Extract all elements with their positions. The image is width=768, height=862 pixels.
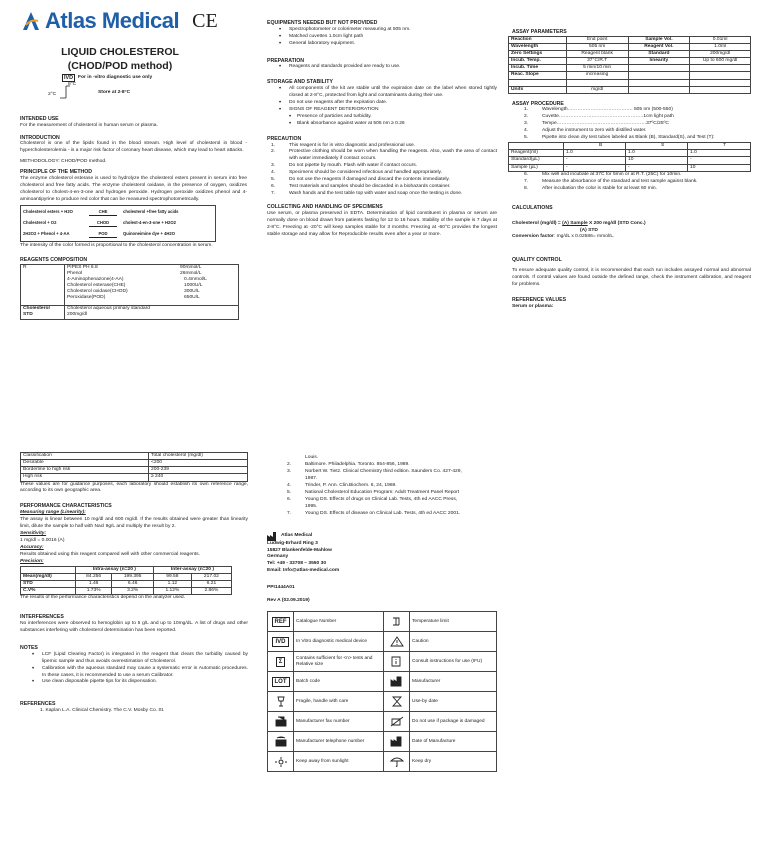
table-cell: increasing <box>566 72 628 79</box>
list-item: • Spectrophotometer or colorimeter measuring at 505 nm. <box>267 27 497 34</box>
intended-use-text: For the measurement of cholesterol in human serum or plasma. <box>20 122 158 128</box>
reference-values-heading: REFERENCE VALUES <box>512 297 567 304</box>
table-cell: Standard <box>628 51 690 58</box>
table-cell: 200mg/dl <box>690 51 751 58</box>
column-1-top <box>20 113 247 320</box>
calculations-heading: CALCULATIONS <box>512 204 553 211</box>
qc-heading: QUALITY CONTROL <box>512 256 562 263</box>
table-cell: Reac. Slope <box>509 72 567 79</box>
preparation-heading: PREPARATION <box>267 57 304 64</box>
table-cell <box>628 72 690 79</box>
measuring-range-label: Measuring range (Linearity): <box>20 510 86 516</box>
table-cell: Incub. Temp. <box>509 58 567 65</box>
ivd-line <box>62 74 248 82</box>
table-row <box>509 79 751 86</box>
reference-item: 1987. <box>305 475 318 481</box>
table-cell: Reaction <box>509 36 567 43</box>
table-cell: linearity <box>628 58 690 65</box>
ivd-text: For in -vitro diagnostic use only <box>78 74 153 80</box>
reference-values-sub: Serum or plasma: <box>512 303 554 309</box>
table-cell <box>628 65 690 72</box>
atlas-logo-icon <box>20 10 42 32</box>
storage-text: Store at 2-8°C <box>98 90 131 96</box>
table-row <box>509 36 751 43</box>
list-item: 3. Do not pipette by mouth. Flash with water if contact occurs. <box>271 163 418 169</box>
reference-item: 1995. <box>305 503 318 509</box>
manufacturer-factory-icon <box>267 532 277 541</box>
qc-section <box>512 257 751 311</box>
table-cell: Up to 600 mg/dl <box>690 58 751 65</box>
principle-text: The enzyme cholesterol esterase is used to hydrolyze the cholesterol esters present in serum into free cholesterol and free fatty acids. The enzyme cholesterol oxidase, in the presence of oxygen, oxidizes cholesterol to cholest-4-en-3-one and hydrogen peroxide. Hydrogen peroxide oxidizes phenol and 4-aminoantipyrine to produce red color that can be measured spectrophotometrically. <box>20 176 247 202</box>
temp-low: 2°C <box>48 92 57 98</box>
list-item: 8. After incubation the color is stable for at least 60 min. <box>524 185 657 191</box>
reference-item: 7. Young DS. Effects of disease on Clinical Lab. Tests, 4th ed AACC 2001. <box>287 510 461 516</box>
table-row <box>509 43 751 50</box>
symbol-row <box>268 652 497 672</box>
notes-list <box>20 652 248 687</box>
interferences-heading: INTERFERENCES <box>20 614 64 621</box>
introduction-heading: INTRODUCTION <box>20 134 60 141</box>
manufacturer-address-1: Ludwig-Erhard Ring 3 <box>267 540 318 546</box>
classification-table: Classification Total cholesterol (mg/dl) Desirable <200 Borderline to high risk 200-239 High risk ≥ 240 <box>20 452 248 482</box>
fragile-icon <box>268 692 294 712</box>
umbrella-icon <box>384 752 410 772</box>
symbol-description: In Vitro diagnostic medical device <box>294 632 384 652</box>
list-item: 2. Protective clothing should be worn when handling the reagents. Also, wash the area of contact with water immediately if contact occurs. <box>271 149 497 162</box>
manufacturer-country: Germany <box>267 554 289 560</box>
reference-item: 2. Baltimore. Philadelphia. Toronto. 854-856, 1989. <box>287 461 410 467</box>
introduction-text: Cholesterol is one of the lipids found in the blood stream. High level of cholesterol in blood - hypercholesterolemia - is a major risk factor of coronary heart disease, which may lead to heart attacks. <box>20 141 247 154</box>
symbol-row <box>268 712 497 732</box>
table-row <box>509 65 751 72</box>
list-item: • SIGNS OF REAGENT DETERIORATION <box>267 107 497 114</box>
symbol-description: Keep dry <box>410 752 497 772</box>
reagent-std-text: Cholesterol aqueous primary standard 200mg/dl <box>65 306 239 319</box>
list-item: 1. Wavelength…………………………………. 505 nm (500-550) <box>524 107 673 113</box>
column-3-top <box>508 29 751 311</box>
accuracy-text: Results obtained using this reagent compared well with other commercial reagents. <box>20 551 200 557</box>
list-item: 7. Measure the absorbance of the standard and test sample against blank. <box>524 178 698 184</box>
symbol-description: Contains sufficient for <n> tests and Relative size <box>294 652 384 672</box>
reaction-1: Cholesterol esters + H2O CHE cholesterol +free fatty acids <box>23 208 179 215</box>
symbol-description: Date of Manufacture <box>410 732 497 752</box>
reference-item: 6. Young DS. Effects of drugs on Clinical Lab. Tests, 4th ed AACC Press, <box>287 496 458 502</box>
reagent-r-items: PIPES PH 6.8 90mmol/L Phenol 26mmol/L 4-Aminophenazone(4-AA) 0.4mmol/L Cholesterol esterase(CHE) 1000U/L Cholesterol oxidase(CHOD) 300U/L Peroxidase(POD) 650U/L <box>65 264 239 306</box>
lot-icon: LOT <box>268 672 294 692</box>
list-item: • General laboratory equipment. <box>267 41 497 48</box>
symbol-description: Keep away from sunlight <box>294 752 384 772</box>
list-item: 5. Pipette into clean dry test tubes labeled as Blank (B), Standard(S), and Test (T): <box>524 135 715 141</box>
equipment-heading: EQUIPMENTS NEEDED BUT NOT PROVIDED <box>267 20 378 26</box>
table-cell: End point <box>566 36 628 43</box>
symbol-description: Caution <box>410 632 497 652</box>
table-row <box>509 86 751 93</box>
table-cell <box>690 65 751 72</box>
table-cell: Sample Vol. <box>628 36 690 43</box>
symbol-description: Do not use if package is damaged <box>410 712 497 732</box>
list-item: 2. Cuvette…………………………………………….1cm light path <box>524 114 674 120</box>
assay-params-heading: ASSAY PARAMETERS <box>512 29 567 35</box>
manufacturer-icon <box>384 672 410 692</box>
symbol-row <box>268 672 497 692</box>
table-row <box>509 51 751 58</box>
storage-line <box>48 82 248 104</box>
symbol-description: Consult instructions for use (IFU) <box>410 652 497 672</box>
symbol-row <box>268 692 497 712</box>
sufficient-tests-icon: Σ <box>268 652 294 672</box>
specimens-text: Use serum, or plasma preserved in EDTA. Determination of lipid constituent in plasma or serum are normally done on blood drawn from patients fasting for 12 to 16 hours. Stability of the sample is 7 days at 2-8°C. Freezing at -20°C will keep samples stable for 3 months. Freezing at -60°C provides the longest stable storage and may allow for Reproducible results even after a year or more. <box>267 210 497 237</box>
do-not-use-damaged-icon <box>384 712 410 732</box>
list-item: • Do not use reagents after the expiration date. <box>267 100 497 107</box>
notes-heading: NOTES <box>20 644 38 651</box>
table-cell: 37°C/R.T <box>566 58 628 65</box>
manufacturer-address-2: 15827 Blankenfelde-Mahlow <box>267 547 332 553</box>
symbol-description: Manufacturer <box>410 672 497 692</box>
manufacturer-block <box>267 532 497 606</box>
table-row <box>509 72 751 79</box>
assay-procedure-heading: ASSAY PROCEDURE <box>512 100 564 107</box>
symbol-description: Catalogue Number <box>294 612 384 632</box>
list-item: 7. Wash hands and the test table top with water and soap once the testing is done. <box>271 191 463 197</box>
list-item: • Use clean disposable pipette tips for its dispensation. <box>20 679 248 686</box>
reaction-box <box>20 205 216 242</box>
temperature-range-icon <box>58 84 70 102</box>
sunlight-icon <box>268 752 294 772</box>
symbol-row <box>268 732 497 752</box>
interferences-text: No interferences were observed to hemoglobin up to 5 g/L and up to 10mg/dL. A list of drugs and other substances interfering with cholesterol determination has been reported. <box>20 620 248 633</box>
performance-heading: PERFORMANCE CHARACTERISTICS <box>20 503 112 510</box>
table-cell: mg/dl <box>566 86 628 93</box>
principle-heading: PRINCIPLE OF THE METHOD <box>20 169 93 176</box>
list-item: • All components of the kit are stable until the expiration date on the label when stored tightly closed at 2-8°C, protected from light and contaminants during their use. <box>267 86 497 100</box>
references-heading: REFERENCES <box>20 701 56 708</box>
reagent-std-label: Cholesterol STD <box>21 306 65 319</box>
table-cell <box>566 79 628 86</box>
assay-params-table <box>508 36 751 94</box>
qc-text: To ensure adequate quality control, it is recommended that each run includes assayed normal and abnormal controls. If control values are found outside the defined range, check the instrument calibration, and reagent for problems. <box>512 268 751 288</box>
preparation-list <box>267 64 497 71</box>
performance-after: The results of the performance characteristics depend on the analyzer used. <box>20 595 186 601</box>
assay-steps-after <box>520 172 751 193</box>
table-cell <box>628 79 690 86</box>
hourglass-icon <box>384 692 410 712</box>
symbol-row <box>268 752 497 772</box>
precaution-heading: PRECAUTION <box>267 135 302 142</box>
telephone-icon <box>268 732 294 752</box>
precision-label: Precision: <box>20 558 44 564</box>
list-item: 4. Adjust the instrument to zero with distilled water. <box>524 128 647 134</box>
list-item: 3. Tempe……………………………………………….37ºC/25ºC <box>524 121 669 127</box>
list-item: • LCF (Lipid Clearing Factor) is integrated in the reagent that clears the turbidity caused by lipemic sample and thus avoids overestimation of Cholesterol. <box>20 652 248 666</box>
table-cell <box>690 79 751 86</box>
list-item: 1. This reagent is for in vitro diagnostic and professional use. <box>271 142 416 148</box>
table-cell <box>628 86 690 93</box>
table-cell: Incub. Time <box>509 65 567 72</box>
consult-instructions-icon <box>384 652 410 672</box>
list-item: 6. Mix well and incubate at 37C for 5min or at R.T. (25C) for 10min. <box>524 171 682 177</box>
temp-high: 8°C <box>68 82 77 88</box>
list-item: • Presence of particles and turbidity. <box>267 114 497 121</box>
symbol-row <box>268 632 497 652</box>
table-row <box>509 58 751 65</box>
table-cell: 0.01ml <box>690 36 751 43</box>
stability-list <box>267 86 497 114</box>
symbol-description: Temperature limit <box>410 612 497 632</box>
symbol-description: Manufacturer fax number <box>294 712 384 732</box>
ce-mark: CE <box>192 10 218 32</box>
stability-sublist <box>267 114 497 128</box>
date-of-manufacture-icon <box>384 732 410 752</box>
table-cell: 505 nm <box>566 43 628 50</box>
table-cell: 1.0ml <box>690 43 751 50</box>
sensitivity-label: Sensitivity: <box>20 531 47 537</box>
temperature-limit-icon <box>384 612 410 632</box>
column-2-top <box>267 20 497 239</box>
methodology-text: METHODOLOGY: CHOD/POD method. <box>20 159 107 165</box>
symbols-table <box>267 611 497 772</box>
symbol-description: Use-by date <box>410 692 497 712</box>
fax-icon <box>268 712 294 732</box>
precision-table: Intra-assay (n=20 ) Inter-assay (n=20 ) Mean(mg/dl) 84.256 199.395 99.58 217.02 STD 1.46 6.46 1.12 6.21 C.V% 1.73% 3.2% 1.12% 2.86% <box>20 566 232 596</box>
symbol-description: Batch code <box>294 672 384 692</box>
intended-use-heading: INTENDED USE <box>20 116 59 122</box>
sensitivity-text: 1 mg/dl = 0.0016 (A) <box>20 537 65 543</box>
measuring-range-text: The assay is linear between 10 mg/dl and 600 mg/dl. If the results obtained were greater than linearity limit, dilute the sample to half with Nacl 9g/L and multiply the result by 2. <box>20 517 248 530</box>
references-list <box>267 462 497 518</box>
table-cell <box>690 86 751 93</box>
stability-heading: STORAGE AND STABILITY <box>267 79 333 86</box>
reference-item: 4. Trinder, P. Ann. Clin.Biochem. 6, 24, 1969. <box>287 482 397 488</box>
ref-icon: REF <box>268 612 294 632</box>
caution-icon <box>384 632 410 652</box>
classification-note: These values are for guidance purposes, each laboratory should establish its own reference range, according to its own geographic area. <box>20 481 248 494</box>
column-2-bottom <box>267 455 497 772</box>
reaction-3: 2H2O2 + Phenol + 4-AA POD Quinoneimine dye + 4H2O <box>23 230 176 237</box>
list-item: • Reagents and standards provided are ready to use. <box>267 64 497 71</box>
equipment-list <box>267 27 497 48</box>
reference-item: 3. Norbert W. Tietz. Clinical Chemistry third edition. Saunders Co. 427-429, <box>287 468 462 474</box>
list-item: 5. Do not use the reagents if damaged and discard the contents immediately. <box>271 177 450 183</box>
revision: Rev A (02.09.2019) <box>267 598 310 604</box>
accuracy-label: Accuracy: <box>20 544 44 550</box>
brand-name: Atlas Medical <box>45 8 180 33</box>
manufacturer-tel: Tel: +49 - 33708 – 3550 30 <box>267 561 327 567</box>
reaction-2: Cholesterol + O2 CHOD cholest-4-en-3-one + H2O2 <box>23 219 176 226</box>
list-item: 6. Test materials and samples should be discarded in a biohazards container. <box>271 184 451 190</box>
reagent-r-label: R <box>21 264 65 306</box>
table-cell: 5 min/10 min <box>566 65 628 72</box>
pipetting-table: B S T Reagent(ml) 1.0 1.0 1.0 Standard(µL) - 10 - Sample (µL) - - 10 <box>508 142 751 172</box>
reference-item-1: 1. Kaplan L.A. Clinical Chemistry. The C.V. Mosby Co. St. <box>40 708 165 714</box>
symbol-row <box>268 612 497 632</box>
specimens-heading: COLLECTING AND HANDLING OF SPECIMENS <box>267 204 383 211</box>
table-cell: Zero Settings <box>509 51 567 58</box>
calculation-formula: Cholesterol (mg/dl) = (A) Sample X 200 mg/dl (STD Conc.) (A) STD Conversion factor: mg/dL x 0.02586= mmol/L. <box>512 221 646 239</box>
table-cell: Reagent Vol. <box>628 43 690 50</box>
ivd-badge: IVD <box>64 75 73 82</box>
table-cell: Reagent blank <box>566 51 628 58</box>
list-item: 4. Specimens should be considered infectious and handled appropriately. <box>271 170 442 176</box>
principle-after: The intensity of the color formed is proportional to the cholesterol concentration in serum. <box>20 242 213 248</box>
reagents-table <box>20 264 239 320</box>
table-cell <box>509 79 567 86</box>
reference-item: 5. National Cholesterol Education Program: Adult Treatment Panel Report <box>287 489 460 495</box>
assay-steps <box>520 107 751 142</box>
list-item: • Matched cuvettes 1.0cm light path <box>267 34 497 41</box>
list-item: • Blank absorbance against water at 505 nm ≥ 0.26 <box>267 121 497 128</box>
manufacturer-email: Email: Info@atlas-medical.com <box>267 568 340 574</box>
table-cell: Wavelength <box>509 43 567 50</box>
reagents-heading: REAGENTS COMPOSITION <box>20 256 88 263</box>
column-1-bottom <box>20 452 248 715</box>
table-cell: Units <box>509 86 567 93</box>
symbol-description: Fragile, handle with care <box>294 692 384 712</box>
precaution-list <box>267 143 497 199</box>
document-code: PPI1444A01 <box>267 585 295 591</box>
table-cell <box>690 72 751 79</box>
list-item: • Calibration with the aqueous standard may cause a systematic error in Automatic procedures. In these cases, it is recommended to use a serum Calibrator. <box>20 666 248 680</box>
manufacturer-name: Atlas Medical <box>281 532 313 538</box>
reference-continued: Louis. <box>305 455 319 460</box>
ivd-icon: IVD <box>268 632 294 652</box>
product-title: LIQUID CHOLESTEROL (CHOD/POD method) <box>61 46 179 72</box>
header <box>20 10 248 104</box>
symbol-description: Manufacturer telephone number <box>294 732 384 752</box>
